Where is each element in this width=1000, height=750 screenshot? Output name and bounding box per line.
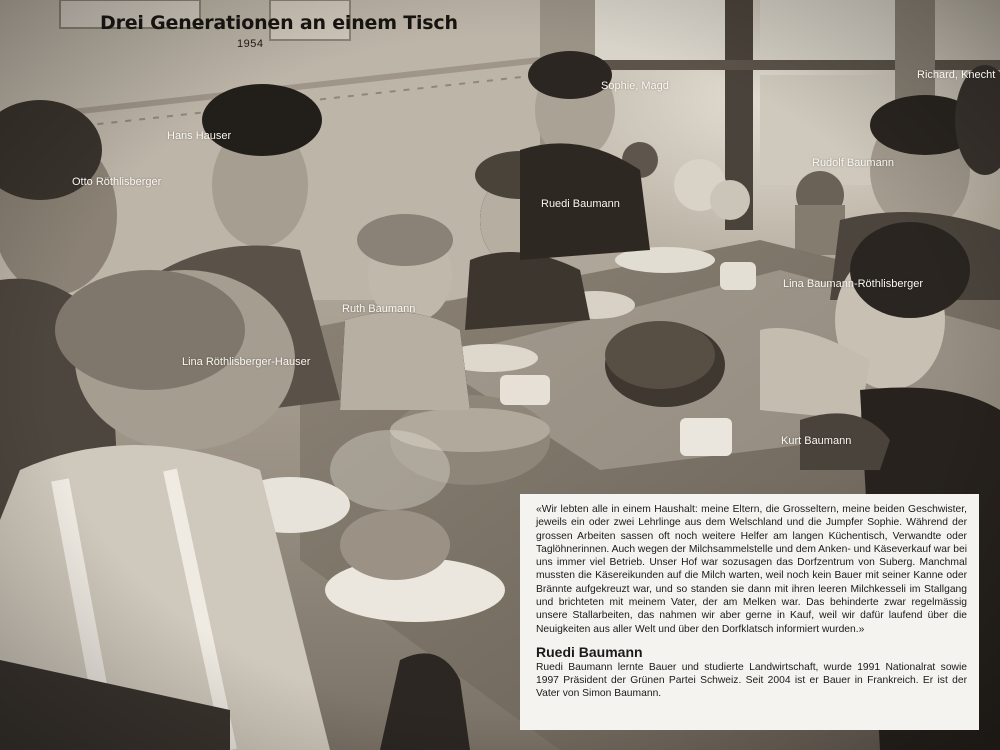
photo-year: 1954 [237,38,264,50]
person-label-hans: Hans Hauser [167,130,232,142]
person-label-ruedi: Ruedi Baumann [541,198,620,210]
person-label-otto: Otto Röthlisberger [72,176,162,188]
person-label-richard: Richard, Knecht [917,69,996,81]
person-label-rudolf: Rudolf Baumann [812,157,894,169]
person-label-ruth: Ruth Baumann [342,303,416,315]
author-bio: Ruedi Baumann lernte Bauer und studierte Landwirtschaft, wurde 1991 Nationalrat sowie 1997 Präsident der Grünen Partei Schweiz. Seit 2004 ist er Bauer in Frankreich. Er ist der Vater von Simon Baumann. [536,661,967,700]
photo-title: Drei Generationen an einem Tisch [100,12,458,34]
person-label-sophie: Sophie, Magd [601,80,669,92]
quote-author: Ruedi Baumann [536,643,643,660]
quote-panel [520,494,979,730]
person-label-kurt: Kurt Baumann [781,435,852,447]
quote-text: «Wir lebten alle in einem Haushalt: meine Eltern, die Grosseltern, meine beiden Geschwister, jeweils ein oder zwei Lehrlinge aus dem Welschland und die Jumpfer Sophie. Während der grossen Arbeiten sassen oft noch weitere Helfer am langen Küchentisch, Verwandte oder Taglöhnerinnen. Auch wegen der Milchsammelstelle und dem Anken- und Käseverkauf war bei uns immer viel Betrieb. Unser Hof war sozusagen das Dorfzentrum von Suberg. Manchmal mussten die Käsereikunden auf die Milch warten, weil noch kein Bauer mit seiner Kanne oder Brännte aufgekreuzt war, und so standen sie dann mit ihren leeren Milchkesseli im Stallgang und brichteten mit meinem Vater, der am Melken war. Das behinderte zwar regelmässig unsere Stallarbeiten, das nahmen wir aber gerne in Kauf, weil wir dafür laufend über die Neuigkeiten aus aller Welt und über den Dorfklatsch informiert wurden.» [536,504,968,635]
person-label-lina-baumann: Lina Baumann-Röthlisberger [783,278,924,290]
person-label-lina-roethlisberger: Lina Röthlisberger-Hauser [182,356,311,368]
